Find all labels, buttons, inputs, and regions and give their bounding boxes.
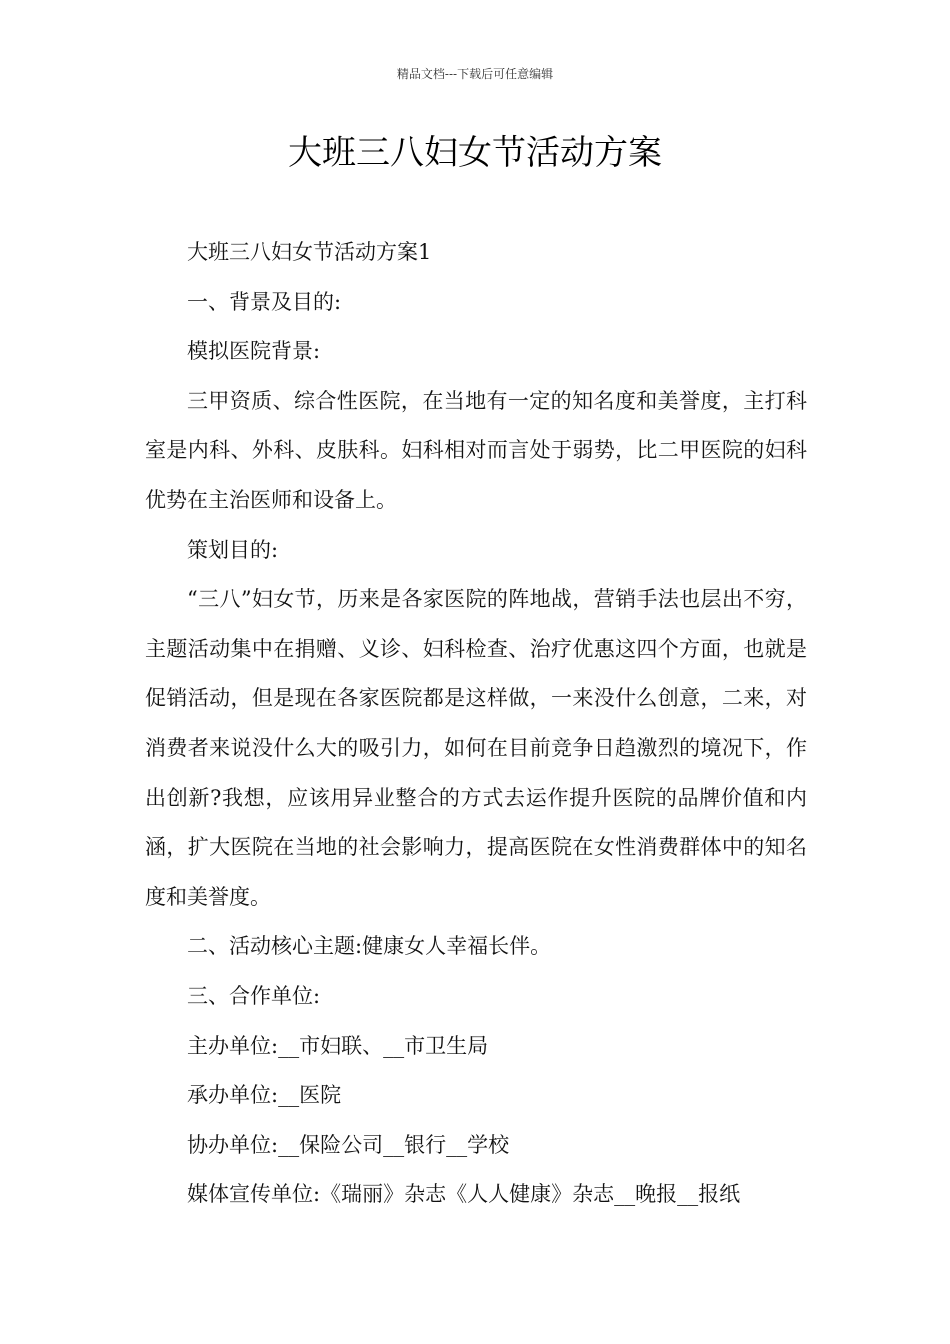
page-header-watermark: 精品文档---下载后可任意编辑 xyxy=(396,67,554,81)
section-heading-background: 一、背景及目的: xyxy=(187,289,342,314)
partner-undertaker: 承办单位:__医院 xyxy=(187,1083,342,1108)
partner-organizer: 主办单位:__市妇联、__市卫生局 xyxy=(187,1033,489,1058)
document-title: 大班三八妇女节活动方案 xyxy=(288,133,662,173)
paragraph-hospital-description: 三甲资质、综合性医院，在当地有一定的知名度和美誉度，主打科室是内科、外科、皮肤科。妇科相对而言处于弱势，比二甲医院的妇科优势在主治医师和设备上。 xyxy=(145,388,807,512)
partner-media: 媒体宣传单位:《瑞丽》杂志《人人健康》杂志__晚报__报纸 xyxy=(187,1182,741,1207)
document-body xyxy=(145,228,807,1220)
section-heading-partners: 三、合作单位: xyxy=(187,983,321,1008)
section-heading-core-theme: 二、活动核心主题:健康女人幸福长伴。 xyxy=(187,934,552,959)
subheading-hospital-background: 模拟医院背景: xyxy=(187,339,321,364)
subheading-planning-goal: 策划目的: xyxy=(187,537,279,562)
partner-co-organizer: 协办单位:__保险公司__银行__学校 xyxy=(187,1132,510,1157)
paragraph-planning-goal: “三八”妇女节，历来是各家医院的阵地战，营销手法也层出不穷，主题活动集中在捐赠、义诊、妇科检查、治疗优惠这四个方面，也就是促销活动，但是现在各家医院都是这样做，一来没什么创意，二来，对消费者来说没什么大的吸引力，如何在目前竞争日趋激烈的境况下，作出创新?我想，应该用异业整合的方式去运作提升医院的品牌价值和内涵，扩大医院在当地的社会影响力，提高医院在女性消费群体中的知名度和美誉度。 xyxy=(145,587,807,909)
section-heading-plan-1: 大班三八妇女节活动方案1 xyxy=(187,240,432,264)
